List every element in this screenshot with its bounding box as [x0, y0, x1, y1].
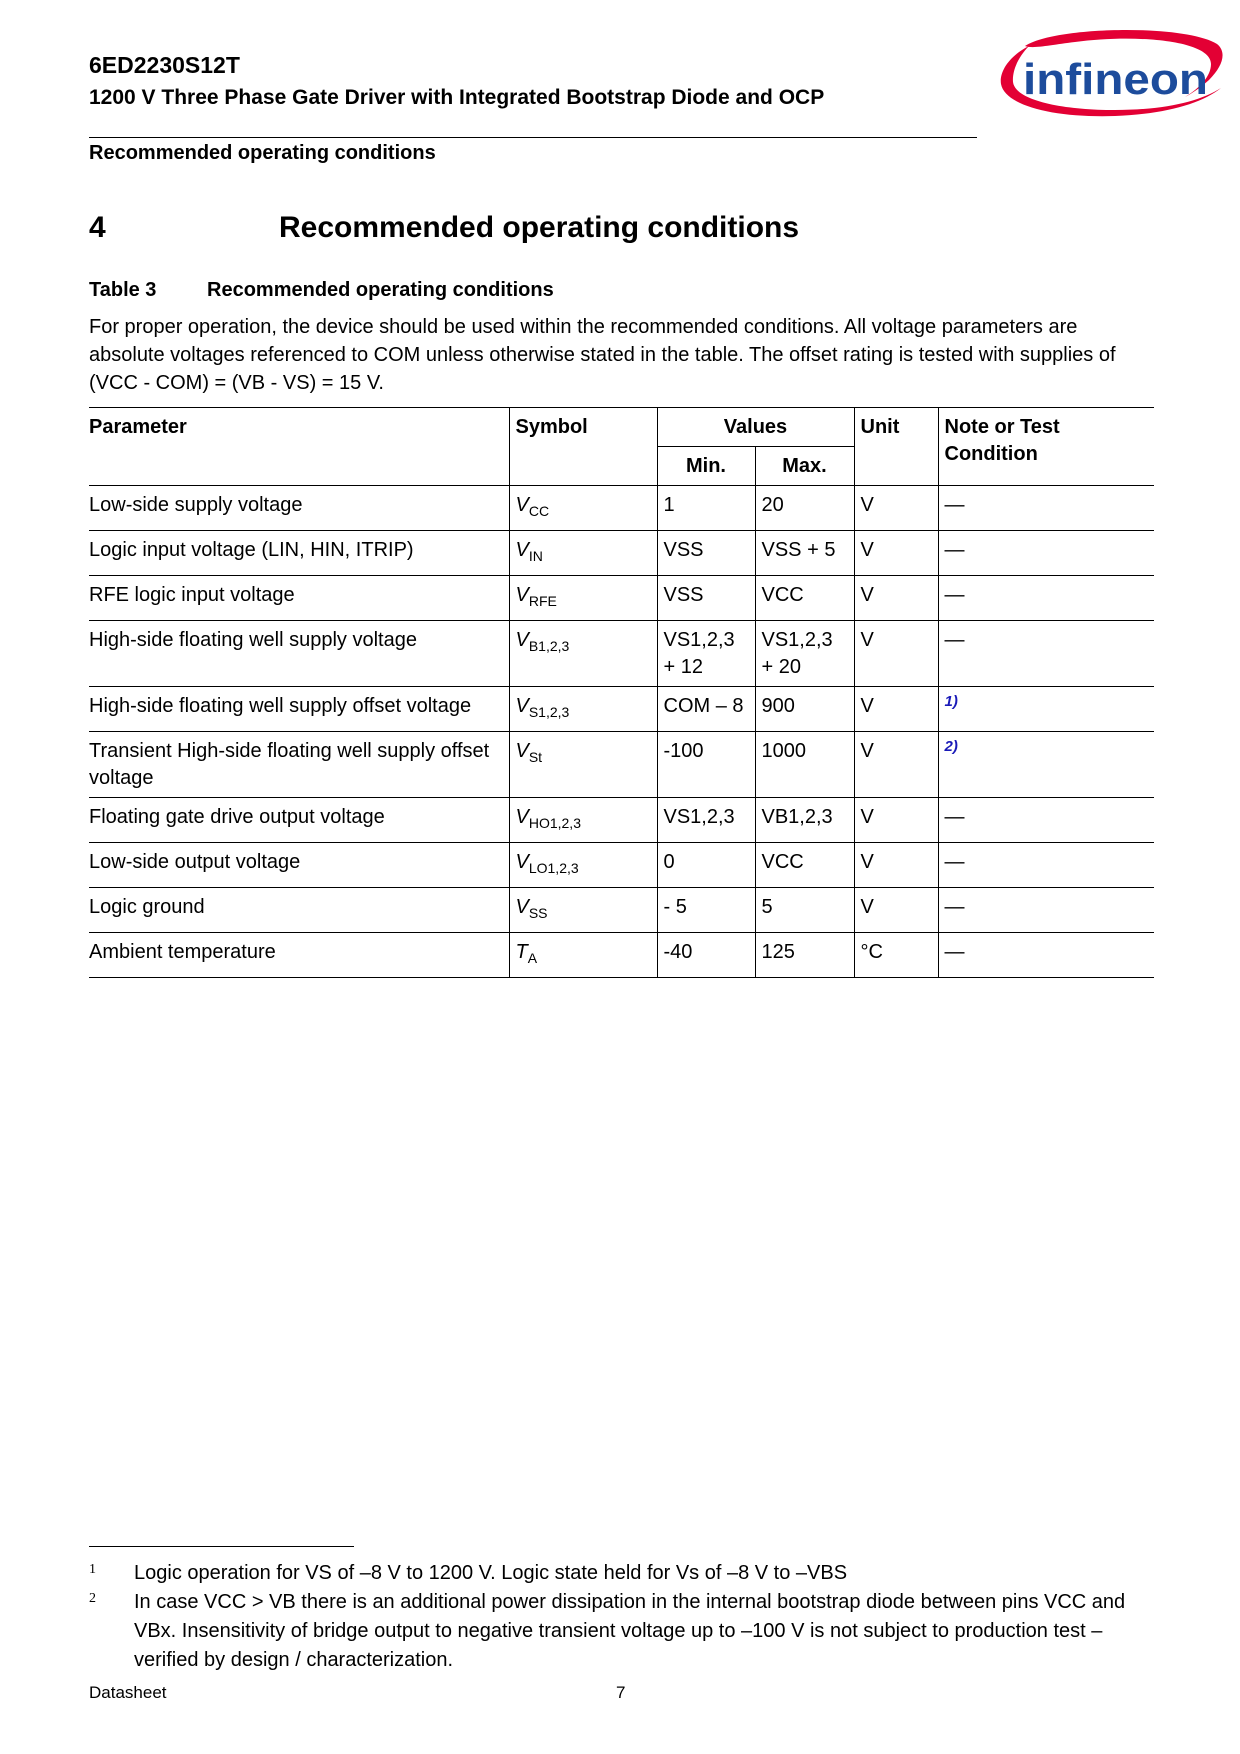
unit-cell: V — [854, 843, 938, 888]
symbol-cell — [509, 621, 657, 687]
symbol-base: V — [515, 629, 529, 651]
symbol-cell — [509, 933, 657, 978]
header-unit: Unit — [854, 408, 938, 486]
table-row — [89, 621, 1154, 687]
unit-cell: °C — [854, 933, 938, 978]
header-symbol: Symbol — [509, 408, 657, 486]
note-cell: — — [938, 843, 1154, 888]
header-values: Values — [657, 408, 854, 447]
symbol-cell — [509, 843, 657, 888]
symbol-subscript: CC — [528, 503, 550, 519]
footnote-2 — [89, 1588, 1169, 1675]
min-cell: VS1,2,3 + 12 — [657, 621, 755, 687]
symbol-cell — [509, 531, 657, 576]
symbol-cell — [509, 576, 657, 621]
symbol-cell — [509, 798, 657, 843]
symbol-cell — [509, 732, 657, 798]
parameter-cell: Transient High-side floating well supply offset voltage — [89, 732, 509, 798]
table-row — [89, 732, 1154, 798]
max-cell: VCC — [755, 843, 854, 888]
max-cell: VCC — [755, 576, 854, 621]
max-cell: 1000 — [755, 732, 854, 798]
min-cell: COM – 8 — [657, 687, 755, 732]
min-cell: VSS — [657, 531, 755, 576]
table-row — [89, 687, 1154, 732]
unit-cell: V — [854, 687, 938, 732]
min-cell: 0 — [657, 843, 755, 888]
section-number: 4 — [89, 211, 106, 244]
table-row — [89, 933, 1154, 978]
min-cell: -100 — [657, 732, 755, 798]
symbol-base: T — [515, 941, 528, 963]
symbol-base: V — [515, 494, 529, 516]
footnote-1 — [89, 1559, 1169, 1588]
parameter-cell: Ambient temperature — [89, 933, 509, 978]
symbol-subscript: IN — [528, 548, 543, 564]
unit-cell: V — [854, 531, 938, 576]
symbol-subscript: St — [528, 749, 543, 765]
symbol-base: V — [515, 584, 529, 606]
header-note: Note or Test Condition — [938, 408, 1154, 486]
min-cell: VSS — [657, 576, 755, 621]
note-cell — [938, 732, 1154, 798]
footer-doc-type: Datasheet — [89, 1683, 167, 1702]
table-number: Table 3 — [89, 279, 157, 301]
parameter-cell: High-side floating well supply offset voltage — [89, 687, 509, 732]
unit-cell: V — [854, 621, 938, 687]
symbol-subscript: B1,2,3 — [528, 638, 570, 654]
symbol-base: V — [515, 896, 529, 918]
footnote-ref-link[interactable]: 1) — [944, 693, 958, 710]
symbol-cell — [509, 888, 657, 933]
footnote-ref-link[interactable]: 2) — [944, 738, 958, 755]
header-parameter: Parameter — [89, 408, 509, 486]
parameter-cell: Low-side supply voltage — [89, 486, 509, 531]
section-title: Recommended operating conditions — [279, 211, 800, 244]
note-cell: — — [938, 576, 1154, 621]
table-row — [89, 531, 1154, 576]
note-cell: — — [938, 621, 1154, 687]
parameter-cell: Logic ground — [89, 888, 509, 933]
min-cell: -40 — [657, 933, 755, 978]
min-cell: 1 — [657, 486, 755, 531]
unit-cell: V — [854, 732, 938, 798]
recommended-conditions-table — [89, 407, 1154, 978]
header-divider — [89, 137, 977, 138]
parameter-cell: Low-side output voltage — [89, 843, 509, 888]
symbol-base: V — [515, 740, 529, 762]
max-cell: 125 — [755, 933, 854, 978]
note-cell — [938, 687, 1154, 732]
symbol-base: V — [515, 806, 529, 828]
symbol-subscript: HO1,2,3 — [528, 815, 581, 831]
parameter-cell: Floating gate drive output voltage — [89, 798, 509, 843]
intro-paragraph: For proper operation, the device should be used within the recommended conditions. All voltage parameters are absolute voltages referenced to COM unless otherwise stated in the table. The offset rating is tested with supplies of (VCC - COM) = (VB - VS) = 15 V. — [89, 316, 1116, 394]
symbol-base: V — [515, 539, 529, 561]
symbol-subscript: LO1,2,3 — [528, 860, 579, 876]
table-row — [89, 888, 1154, 933]
unit-cell: V — [854, 486, 938, 531]
footnote-divider — [89, 1546, 354, 1547]
table-row — [89, 576, 1154, 621]
running-section-title: Recommended operating conditions — [89, 142, 436, 164]
table-row — [89, 486, 1154, 531]
symbol-subscript: RFE — [528, 593, 557, 609]
header-min: Min. — [657, 447, 755, 486]
footnote-number: 2 — [89, 1591, 96, 1606]
max-cell: VS1,2,3 + 20 — [755, 621, 854, 687]
symbol-subscript: SS — [528, 905, 548, 921]
header-max: Max. — [755, 447, 854, 486]
max-cell: 20 — [755, 486, 854, 531]
document-title: 6ED2230S12T — [89, 52, 240, 78]
symbol-cell — [509, 687, 657, 732]
unit-cell: V — [854, 576, 938, 621]
max-cell: VSS + 5 — [755, 531, 854, 576]
unit-cell: V — [854, 798, 938, 843]
table-header-row — [89, 408, 1154, 447]
note-cell: — — [938, 486, 1154, 531]
svg-text:infineon: infineon — [1023, 55, 1208, 104]
min-cell: VS1,2,3 — [657, 798, 755, 843]
note-cell: — — [938, 933, 1154, 978]
symbol-subscript: S1,2,3 — [528, 704, 570, 720]
max-cell: 5 — [755, 888, 854, 933]
note-cell: — — [938, 531, 1154, 576]
parameter-cell: RFE logic input voltage — [89, 576, 509, 621]
symbol-base: V — [515, 695, 529, 717]
max-cell: VB1,2,3 — [755, 798, 854, 843]
note-cell: — — [938, 798, 1154, 843]
parameter-cell: Logic input voltage (LIN, HIN, ITRIP) — [89, 531, 509, 576]
min-cell: - 5 — [657, 888, 755, 933]
table-caption: Recommended operating conditions — [207, 279, 554, 301]
symbol-subscript: A — [527, 950, 538, 966]
max-cell: 900 — [755, 687, 854, 732]
page-number: 7 — [616, 1683, 626, 1702]
document-subtitle: 1200 V Three Phase Gate Driver with Integrated Bootstrap Diode and OCP — [89, 86, 825, 109]
unit-cell: V — [854, 888, 938, 933]
symbol-base: V — [515, 851, 529, 873]
table-row — [89, 843, 1154, 888]
footnote-text: Logic operation for VS of –8 V to 1200 V. Logic state held for Vs of –8 V to –VBS — [134, 1562, 848, 1584]
parameter-cell: High-side floating well supply voltage — [89, 621, 509, 687]
footnote-text: In case VCC > VB there is an additional power dissipation in the internal bootstrap diode between pins VCC and VBx. Insensitivity of bridge output to negative transient voltage up to –100 V is not subject to production test – verified by design / characterization. — [134, 1591, 1126, 1671]
note-cell: — — [938, 888, 1154, 933]
symbol-cell — [509, 486, 657, 531]
infineon-logo — [995, 22, 1225, 126]
table-row — [89, 798, 1154, 843]
footnote-number: 1 — [89, 1562, 96, 1577]
